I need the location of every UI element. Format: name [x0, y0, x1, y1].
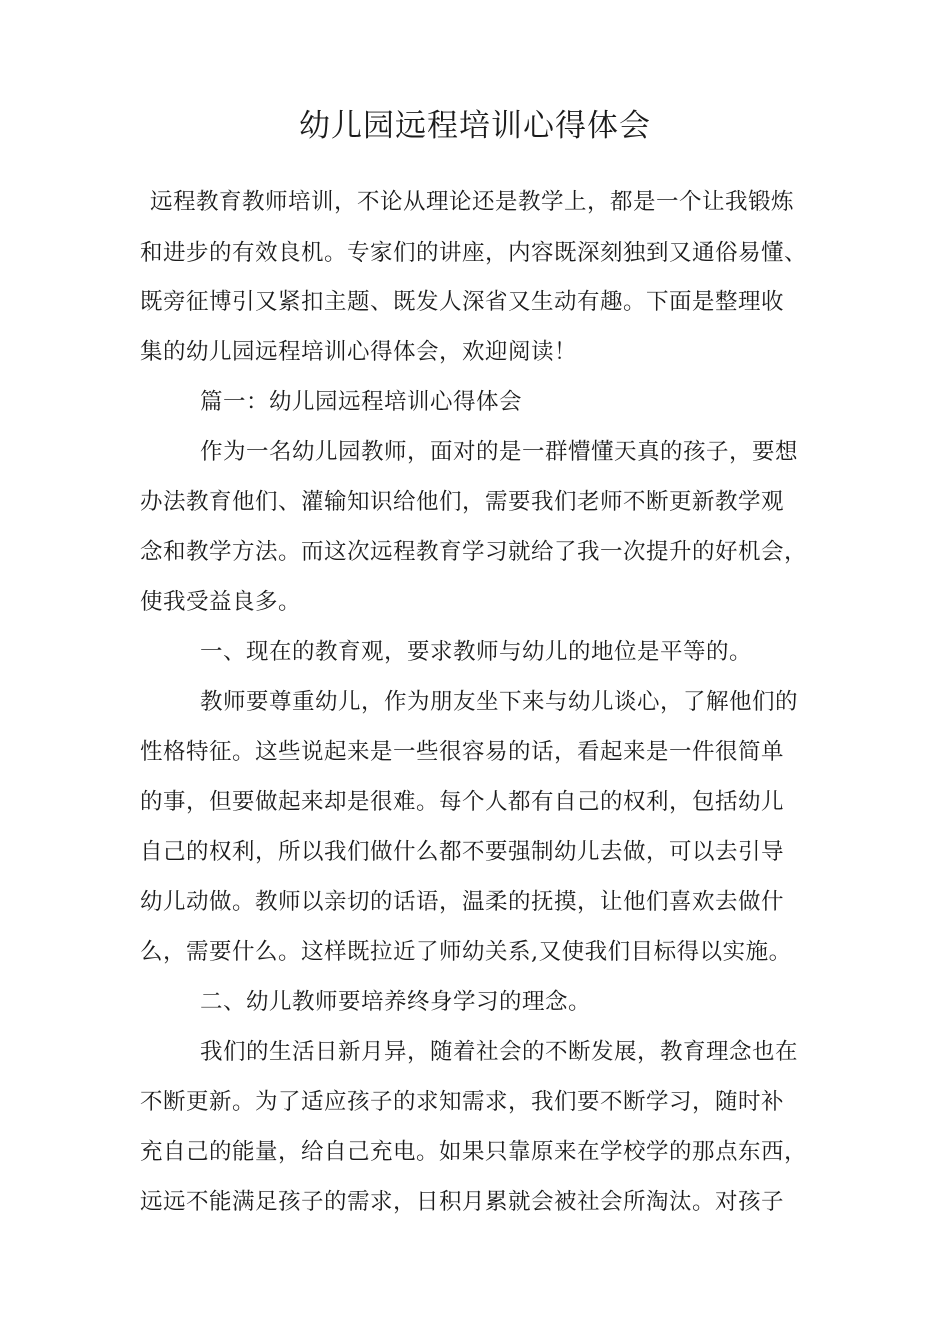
body-line: 远程教育教师培训，不论从理论还是教学上，都是一个让我锻炼: [150, 189, 795, 215]
body-line: 么，需要什么。这样既拉近了师幼关系,又使我们目标得以实施。: [140, 939, 792, 965]
body-line: 集的幼儿园远程培训心得体会，欢迎阅读！: [140, 339, 578, 365]
subheading: 二、幼儿教师要培养终身学习的理念。: [200, 989, 592, 1015]
document-title: 幼儿园远程培训心得体会: [299, 108, 651, 144]
subheading: 一、现在的教育观，要求教师与幼儿的地位是平等的。: [200, 639, 753, 665]
body-line: 和进步的有效良机。专家们的讲座，内容既深刻独到又通俗易懂、: [140, 240, 808, 266]
body-line: 自己的权利，所以我们做什么都不要强制幼儿去做，可以去引导: [140, 839, 785, 865]
body-line: 念和教学方法。而这次远程教育学习就给了我一次提升的好机会，: [140, 539, 808, 565]
body-line: 性格特征。这些说起来是一些很容易的话，看起来是一件很简单: [140, 739, 785, 765]
body-line: 既旁征博引又紧扣主题、既发人深省又生动有趣。下面是整理收: [140, 289, 785, 315]
body-line: 远远不能满足孩子的需求，日积月累就会被社会所淘汰。对孩子: [140, 1189, 785, 1215]
body-line: 不断更新。为了适应孩子的求知需求，我们要不断学习，随时补: [140, 1089, 785, 1115]
body-line: 幼儿动做。教师以亲切的话语，温柔的抚摸，让他们喜欢去做什: [140, 889, 785, 915]
body-line: 教师要尊重幼儿，作为朋友坐下来与幼儿谈心，了解他们的: [200, 689, 799, 715]
body-line: 作为一名幼儿园教师，面对的是一群懵懂天真的孩子，要想: [200, 439, 799, 465]
section-heading: 篇一：幼儿园远程培训心得体会: [200, 389, 523, 415]
body-line: 充自己的能量，给自己充电。如果只靠原来在学校学的那点东西，: [140, 1139, 808, 1165]
body-line: 使我受益良多。: [140, 589, 302, 615]
body-line: 我们的生活日新月异，随着社会的不断发展，教育理念也在: [200, 1039, 799, 1065]
body-line: 办法教育他们、灌输知识给他们，需要我们老师不断更新教学观: [140, 489, 785, 515]
body-line: 的事，但要做起来却是很难。每个人都有自己的权利，包括幼儿: [140, 789, 785, 815]
